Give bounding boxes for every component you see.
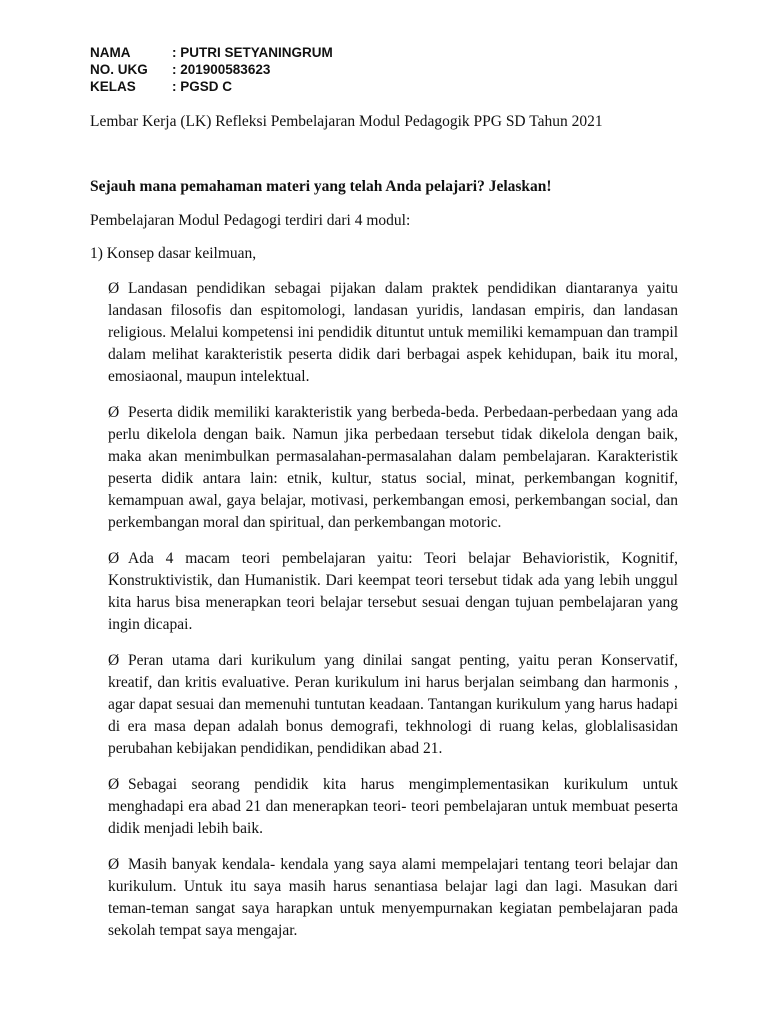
document-title: Lembar Kerja (LK) Refleksi Pembelajaran Modul Pedagogik PPG SD Tahun 2021	[90, 113, 603, 130]
bullet-symbol-icon: Ø	[108, 280, 120, 297]
bullet-text: Ada 4 macam teori pembelajaran yaitu: Teori belajar Behavioristik, Kognitif, Konstruktivistik, dan Humanistik. Dari keempat teori tersebut tidak ada yang lebih unggul kita harus bisa menerapkan teori belajar tersebut sesuai dengan tujuan pembelajaran yang ingin dicapai.	[108, 550, 678, 633]
identity-key: NAMA	[90, 45, 131, 60]
reflection-question: Sejauh mana pemahaman materi yang telah Anda pelajari? Jelaskan!	[90, 178, 552, 195]
bullet-list	[108, 278, 678, 956]
module-heading: 1) Konsep dasar keilmuan,	[90, 245, 257, 262]
identity-value: : PGSD C	[172, 79, 233, 94]
bullet-symbol-icon: Ø	[108, 652, 120, 669]
identity-row-name	[90, 44, 333, 61]
intro-text: Pembelajaran Modul Pedagogi terdiri dari 4 modul:	[90, 212, 411, 229]
identity-key: NO. UKG	[90, 62, 148, 77]
bullet-text: Landasan pendidikan sebagai pijakan dalam praktek pendidikan diantaranya yaitu landasan filosofis dan espitomologi, landasan yuridis, landasan empiris, dan landasan religious. Melalui kompetensi ini pendidik dituntut untuk memiliki kemampuan dan trampil dalam melihat karakteristik peserta didik dari berbagai aspek kehidupan, baik itu moral, emosiaonal, maupun intelektual.	[108, 280, 678, 385]
bullet-item	[108, 854, 678, 942]
identity-value: : PUTRI SETYANINGRUM	[172, 45, 333, 60]
bullet-item	[108, 548, 678, 636]
bullet-item	[108, 402, 678, 534]
bullet-text: Peran utama dari kurikulum yang dinilai sangat penting, yaitu peran Konservatif, kreatif, dan kritis evaluative. Peran kurikulum ini harus berjalan seimbang dan harmonis , agar dapat sesuai dan memenuhi tuntutan keadaan. Tantangan kurikulum yang harus hadapi di era masa depan adalah bonus demografi, tekhnologi di ruang kelas, globlalisasidan perubahan kebijakan pendidikan, pendidikan abad 21.	[108, 652, 678, 757]
bullet-item	[108, 650, 678, 760]
bullet-item	[108, 774, 678, 840]
identity-value: : 201900583623	[172, 62, 271, 77]
bullet-text: Masih banyak kendala- kendala yang saya alami mempelajari tentang teori belajar dan kurikulum. Untuk itu saya masih harus senantiasa belajar lagi dan lagi. Masukan dari teman-teman sangat saya harapkan untuk menyempurnakan kegiatan pembelajaran pada sekolah tempat saya mengajar.	[108, 856, 678, 939]
bullet-symbol-icon: Ø	[108, 550, 120, 567]
identity-block	[90, 44, 333, 95]
bullet-item	[108, 278, 678, 388]
bullet-text: Peserta didik memiliki karakteristik yang berbeda-beda. Perbedaan-perbedaan yang ada perlu dikelola dengan baik. Namun jika perbedaan tersebut tidak dikelola dengan baik, maka akan menimbulkan permasalahan-permasalahan dalam pembelajaran. Karakteristik peserta didik antara lain: etnik, kultur, status social, minat, perkembangan kognitif, kemampuan awal, gaya belajar, motivasi, perkembangan emosi, perkembangan social, dan perkembangan moral dan spiritual, dan perkembangan motoric.	[108, 404, 678, 531]
bullet-symbol-icon: Ø	[108, 776, 120, 793]
identity-key: KELAS	[90, 79, 136, 94]
identity-row-ukg	[90, 61, 333, 78]
bullet-text: Sebagai seorang pendidik kita harus mengimplementasikan kurikulum untuk menghadapi era abad 21 dan menerapkan teori- teori pembelajaran untuk membuat peserta didik menjadi lebih baik.	[108, 776, 678, 837]
bullet-symbol-icon: Ø	[108, 856, 120, 873]
bullet-symbol-icon: Ø	[108, 404, 120, 421]
identity-row-class	[90, 78, 333, 95]
